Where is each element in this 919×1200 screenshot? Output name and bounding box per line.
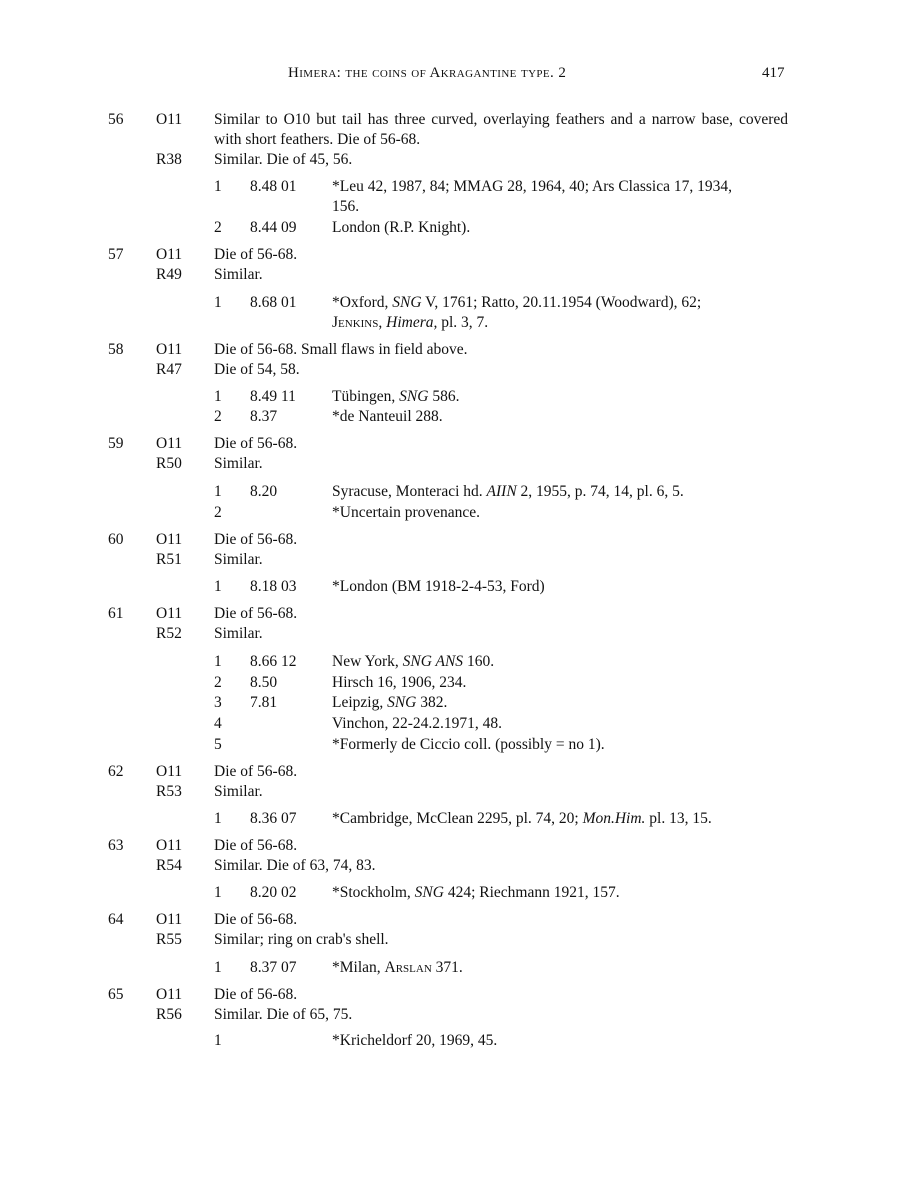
obverse-description: Die of 56-68. Small flaws in field above. bbox=[214, 341, 468, 358]
die-ids bbox=[156, 762, 196, 802]
obverse-die: O11 bbox=[156, 763, 183, 780]
reverse-die: R50 bbox=[156, 455, 182, 472]
obverse-die: O11 bbox=[156, 911, 183, 928]
specimen-index: 1 bbox=[214, 483, 222, 500]
specimen-index: 1 bbox=[214, 959, 222, 976]
specimen-source: *Oxford, SNG V, 1761; Ratto, 20.11.1954 (Woodward), 62; Jenkins, Himera, pl. 3, 7. bbox=[332, 294, 702, 331]
obverse-die: O11 bbox=[156, 111, 183, 128]
entry-number: 57 bbox=[108, 246, 124, 263]
specimen-index: 1 bbox=[214, 294, 222, 311]
specimen-index: 1 bbox=[214, 1032, 222, 1049]
reverse-die: R38 bbox=[156, 151, 182, 168]
die-ids bbox=[156, 245, 196, 285]
obverse-die: O11 bbox=[156, 837, 183, 854]
reverse-description: Similar. Die of 63, 74, 83. bbox=[214, 857, 376, 874]
die-ids bbox=[156, 530, 196, 570]
specimen-source: London (R.P. Knight). bbox=[332, 219, 471, 236]
reverse-die: R56 bbox=[156, 1006, 182, 1023]
reverse-die: R54 bbox=[156, 857, 182, 874]
obverse-description: Die of 56-68. bbox=[214, 837, 298, 854]
reverse-description: Similar. bbox=[214, 783, 263, 800]
reverse-die: R53 bbox=[156, 783, 182, 800]
entry-number: 64 bbox=[108, 911, 124, 928]
obverse-description: Similar to O10 but tail has three curved, overlaying feathers and a narrow base, covered with short feathers. Die of 56-68. bbox=[214, 111, 788, 148]
obverse-die: O11 bbox=[156, 341, 183, 358]
specimen-weight: 8.48 01 bbox=[250, 178, 297, 195]
reverse-die: R52 bbox=[156, 625, 182, 642]
specimen-source: Hirsch 16, 1906, 234. bbox=[332, 674, 467, 691]
specimen-index: 1 bbox=[214, 578, 222, 595]
entry-number: 61 bbox=[108, 605, 124, 622]
die-ids bbox=[156, 910, 196, 950]
specimen-index: 5 bbox=[214, 736, 222, 753]
die-description bbox=[214, 245, 788, 285]
specimen-source: *London (BM 1918-2-4-53, Ford) bbox=[332, 578, 545, 595]
specimen-weight: 8.36 07 bbox=[250, 810, 297, 827]
reverse-description: Similar. Die of 65, 75. bbox=[214, 1006, 353, 1023]
specimen-source: *de Nanteuil 288. bbox=[332, 408, 443, 425]
specimen-source-line: 156. bbox=[332, 198, 360, 215]
specimen-weight: 8.20 02 bbox=[250, 884, 297, 901]
reverse-die: R51 bbox=[156, 551, 182, 568]
die-description bbox=[214, 836, 788, 876]
obverse-description: Die of 56-68. bbox=[214, 605, 298, 622]
specimen-index: 3 bbox=[214, 694, 222, 711]
specimen-index: 1 bbox=[214, 178, 222, 195]
specimen-index: 1 bbox=[214, 653, 222, 670]
obverse-die: O11 bbox=[156, 986, 183, 1003]
specimen-index: 2 bbox=[214, 408, 222, 425]
obverse-description: Die of 56-68. bbox=[214, 986, 298, 1003]
specimen-index: 2 bbox=[214, 504, 222, 521]
specimen-source: Vinchon, 22-24.2.1971, 48. bbox=[332, 715, 502, 732]
obverse-description: Die of 56-68. bbox=[214, 435, 298, 452]
die-description bbox=[214, 110, 788, 170]
specimen-index: 2 bbox=[214, 674, 222, 691]
die-ids bbox=[156, 110, 196, 170]
reverse-description: Similar. bbox=[214, 551, 263, 568]
specimen-weight: 8.44 09 bbox=[250, 219, 297, 236]
entry-number: 60 bbox=[108, 531, 124, 548]
entry-number: 63 bbox=[108, 837, 124, 854]
reverse-description: Similar. bbox=[214, 625, 263, 642]
specimen-weight: 8.50 bbox=[250, 674, 278, 691]
die-ids bbox=[156, 604, 196, 644]
specimen-index: 2 bbox=[214, 219, 222, 236]
specimen-index: 1 bbox=[214, 884, 222, 901]
specimen-source-line: *Leu 42, 1987, 84; MMAG 28, 1964, 40; Ars Classica 17, 1934, bbox=[332, 178, 732, 195]
specimen-weight: 8.20 bbox=[250, 483, 278, 500]
specimen-weight: 8.66 12 bbox=[250, 653, 297, 670]
obverse-die: O11 bbox=[156, 531, 183, 548]
specimen-index: 4 bbox=[214, 715, 222, 732]
specimen-weight: 8.49 11 bbox=[250, 388, 296, 405]
entry-number: 58 bbox=[108, 341, 124, 358]
specimen-source: *Uncertain provenance. bbox=[332, 504, 481, 521]
specimen-weight: 8.37 07 bbox=[250, 959, 297, 976]
die-description bbox=[214, 340, 788, 380]
running-title: Himera: the coins of Akragantine type. 2 bbox=[288, 65, 567, 81]
die-description bbox=[214, 434, 788, 474]
specimen-weight: 8.68 01 bbox=[250, 294, 297, 311]
specimen-source: *Cambridge, McClean 2295, pl. 74, 20; Mon.Him. pl. 13, 15. bbox=[332, 810, 712, 827]
reverse-description: Similar. Die of 45, 56. bbox=[214, 151, 353, 168]
reverse-description: Similar; ring on crab's shell. bbox=[214, 931, 389, 948]
running-head bbox=[0, 63, 919, 83]
reverse-description: Similar. bbox=[214, 266, 263, 283]
specimen-source: Syracuse, Monteraci hd. AIIN 2, 1955, p. 74, 14, pl. 6, 5. bbox=[332, 483, 684, 500]
obverse-description: Die of 56-68. bbox=[214, 246, 298, 263]
specimen-source: New York, SNG ANS 160. bbox=[332, 653, 495, 670]
reverse-die: R47 bbox=[156, 361, 182, 378]
die-description bbox=[214, 910, 788, 950]
specimen-source bbox=[332, 177, 788, 217]
entry-number: 59 bbox=[108, 435, 124, 452]
page-number: 417 bbox=[762, 65, 785, 81]
specimen-source: *Kricheldorf 20, 1969, 45. bbox=[332, 1032, 498, 1049]
entry-number: 65 bbox=[108, 986, 124, 1003]
entry-number: 62 bbox=[108, 763, 124, 780]
obverse-description: Die of 56-68. bbox=[214, 911, 298, 928]
specimen-index: 1 bbox=[214, 810, 222, 827]
obverse-die: O11 bbox=[156, 435, 183, 452]
die-description bbox=[214, 762, 788, 802]
reverse-description: Die of 54, 58. bbox=[214, 361, 300, 378]
die-ids bbox=[156, 434, 196, 474]
specimen-weight: 8.18 03 bbox=[250, 578, 297, 595]
die-description bbox=[214, 985, 788, 1025]
specimen-index: 1 bbox=[214, 388, 222, 405]
specimen-source: Tübingen, SNG 586. bbox=[332, 388, 460, 405]
obverse-die: O11 bbox=[156, 605, 183, 622]
specimen-source: *Formerly de Ciccio coll. (possibly = no 1). bbox=[332, 736, 605, 753]
obverse-die: O11 bbox=[156, 246, 183, 263]
specimen-weight: 8.37 bbox=[250, 408, 278, 425]
reverse-description: Similar. bbox=[214, 455, 263, 472]
obverse-description: Die of 56-68. bbox=[214, 763, 298, 780]
die-description bbox=[214, 530, 788, 570]
specimen-weight: 7.81 bbox=[250, 694, 278, 711]
specimen-source: Leipzig, SNG 382. bbox=[332, 694, 448, 711]
specimen-source: *Stockholm, SNG 424; Riechmann 1921, 157. bbox=[332, 884, 620, 901]
specimen-source: *Milan, Arslan 371. bbox=[332, 959, 463, 976]
reverse-die: R55 bbox=[156, 931, 182, 948]
die-ids bbox=[156, 340, 196, 380]
die-ids bbox=[156, 985, 196, 1025]
die-description bbox=[214, 604, 788, 644]
die-ids bbox=[156, 836, 196, 876]
entry-number: 56 bbox=[108, 111, 124, 128]
obverse-description: Die of 56-68. bbox=[214, 531, 298, 548]
reverse-die: R49 bbox=[156, 266, 182, 283]
